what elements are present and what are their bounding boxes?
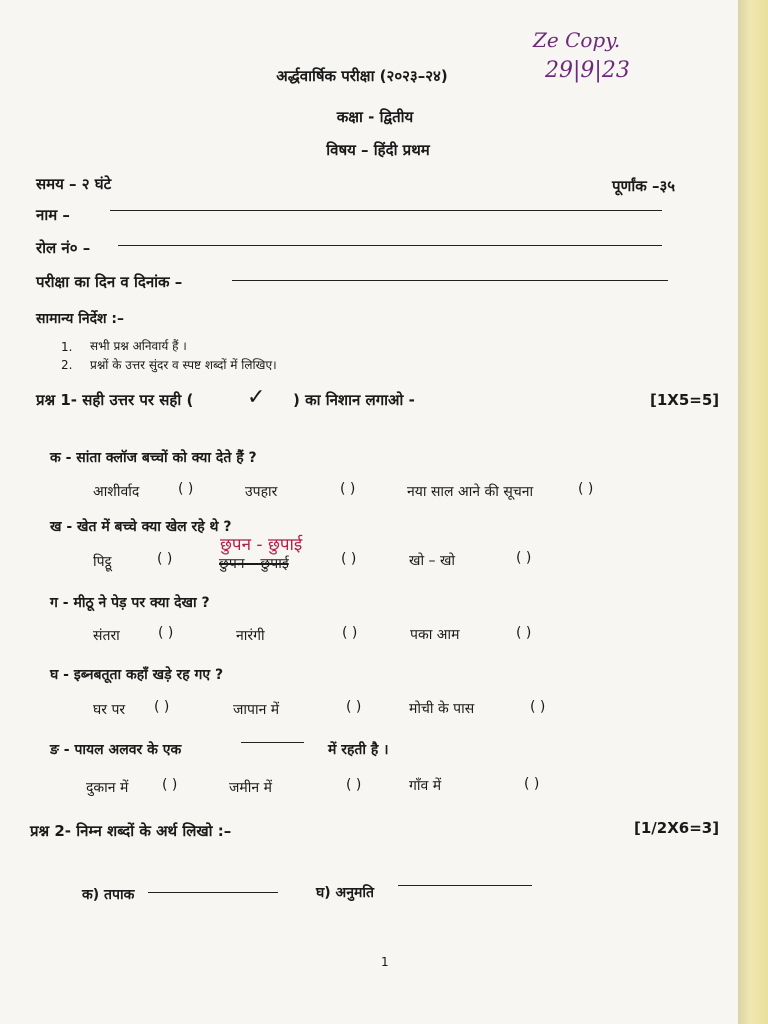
q1-marks: [1X5=5] bbox=[650, 391, 720, 409]
subject-label: विषय – हिंदी प्रथम bbox=[326, 141, 430, 159]
instruction-text: सभी प्रश्न अनिवार्य हैं । bbox=[90, 339, 187, 353]
instruction-text: प्रश्नों के उत्तर सुंदर व स्पष्ट शब्दों में लिखिए। bbox=[90, 358, 277, 372]
answer-bracket[interactable]: ( ) bbox=[516, 550, 532, 566]
answer-bracket[interactable]: ( ) bbox=[346, 777, 362, 793]
option: उपहार bbox=[245, 484, 278, 500]
option: मोची के पास bbox=[409, 701, 475, 717]
name-line bbox=[110, 210, 662, 211]
roll-line bbox=[118, 245, 662, 246]
exam-title: अर्द्धवार्षिक परीक्षा (२०२३–२४) bbox=[276, 67, 448, 85]
option: दुकान में bbox=[86, 780, 129, 796]
fill-blank-line[interactable] bbox=[241, 742, 304, 743]
q1-part-kha: ख - खेत में बच्चे क्या खेल रहे थे ? bbox=[50, 519, 232, 535]
option: पिट्ठू bbox=[93, 554, 112, 570]
option: खो – खो bbox=[409, 553, 456, 569]
option: नारंगी bbox=[236, 628, 265, 644]
answer-bracket[interactable]: ( ) bbox=[578, 481, 594, 497]
option: पका आम bbox=[410, 627, 460, 643]
q2-item-gha: घ) अनुमति bbox=[316, 885, 374, 901]
q1-heading-start: प्रश्न 1- सही उत्तर पर सही ( bbox=[36, 391, 194, 409]
answer-bracket[interactable]: ( ) bbox=[162, 777, 178, 793]
option: नया साल आने की सूचना bbox=[407, 484, 534, 500]
instruction-num: 2. bbox=[61, 358, 73, 372]
handwritten-date: 29|9|23 bbox=[545, 58, 630, 83]
roll-label: रोल नं० – bbox=[36, 239, 91, 257]
q1-heading-end: ) का निशान लगाओ - bbox=[293, 391, 415, 409]
option: आशीर्वाद bbox=[93, 484, 140, 500]
answer-bracket[interactable]: ( ) bbox=[178, 481, 194, 497]
answer-bracket[interactable]: ( ) bbox=[342, 625, 358, 641]
paper-edge bbox=[738, 0, 768, 1024]
q1-part-ga: ग - मीठू ने पेड़ पर क्या देखा ? bbox=[50, 595, 210, 611]
max-marks-label: पूर्णांक –३५ bbox=[612, 177, 676, 195]
option: जमीन में bbox=[229, 780, 272, 796]
name-label: नाम – bbox=[36, 206, 70, 224]
answer-bracket[interactable]: ( ) bbox=[154, 699, 170, 715]
class-label: कक्षा - द्वितीय bbox=[336, 108, 414, 126]
handwritten-correction: छुपन - छुपाई bbox=[220, 535, 303, 555]
answer-bracket[interactable]: ( ) bbox=[157, 551, 173, 567]
answer-line[interactable] bbox=[398, 885, 532, 886]
q1-part-nga-end: में रहती है । bbox=[328, 742, 389, 758]
exam-date-line bbox=[232, 280, 668, 281]
handwritten-copy-note: Ze Copy. bbox=[533, 28, 621, 52]
answer-bracket[interactable]: ( ) bbox=[346, 699, 362, 715]
option: संतरा bbox=[93, 628, 120, 644]
q1-part-ka: क - सांता क्लॉज बच्चों को क्या देते हैं ? bbox=[50, 450, 257, 466]
answer-bracket[interactable]: ( ) bbox=[341, 551, 357, 567]
checkmark-icon: ✓ bbox=[247, 385, 266, 410]
option: घर पर bbox=[93, 702, 126, 718]
option: जापान में bbox=[233, 702, 280, 718]
instruction-num: 1. bbox=[61, 340, 73, 354]
answer-bracket[interactable]: ( ) bbox=[530, 699, 546, 715]
answer-bracket[interactable]: ( ) bbox=[340, 481, 356, 497]
option-struck: छुपन – छुपाई bbox=[219, 556, 289, 572]
q1-part-gha: घ - इब्नबतूता कहाँ खड़े रह गए ? bbox=[50, 667, 224, 683]
q2-heading: प्रश्न 2- निम्न शब्दों के अर्थ लिखो :– bbox=[30, 822, 232, 840]
q2-marks: [1/2X6=3] bbox=[634, 819, 720, 837]
exam-date-label: परीक्षा का दिन व दिनांक – bbox=[36, 273, 183, 291]
answer-line[interactable] bbox=[148, 892, 278, 893]
option: गाँव में bbox=[409, 778, 442, 794]
q2-item-ka: क) तपाक bbox=[82, 887, 135, 903]
page-number: 1 bbox=[381, 955, 389, 969]
answer-bracket[interactable]: ( ) bbox=[158, 625, 174, 641]
answer-bracket[interactable]: ( ) bbox=[524, 776, 540, 792]
instructions-title: सामान्य निर्देश :– bbox=[36, 311, 125, 327]
time-label: समय – २ घंटे bbox=[36, 175, 112, 193]
answer-bracket[interactable]: ( ) bbox=[516, 625, 532, 641]
q1-part-nga: ङ - पायल अलवर के एक bbox=[50, 742, 182, 758]
